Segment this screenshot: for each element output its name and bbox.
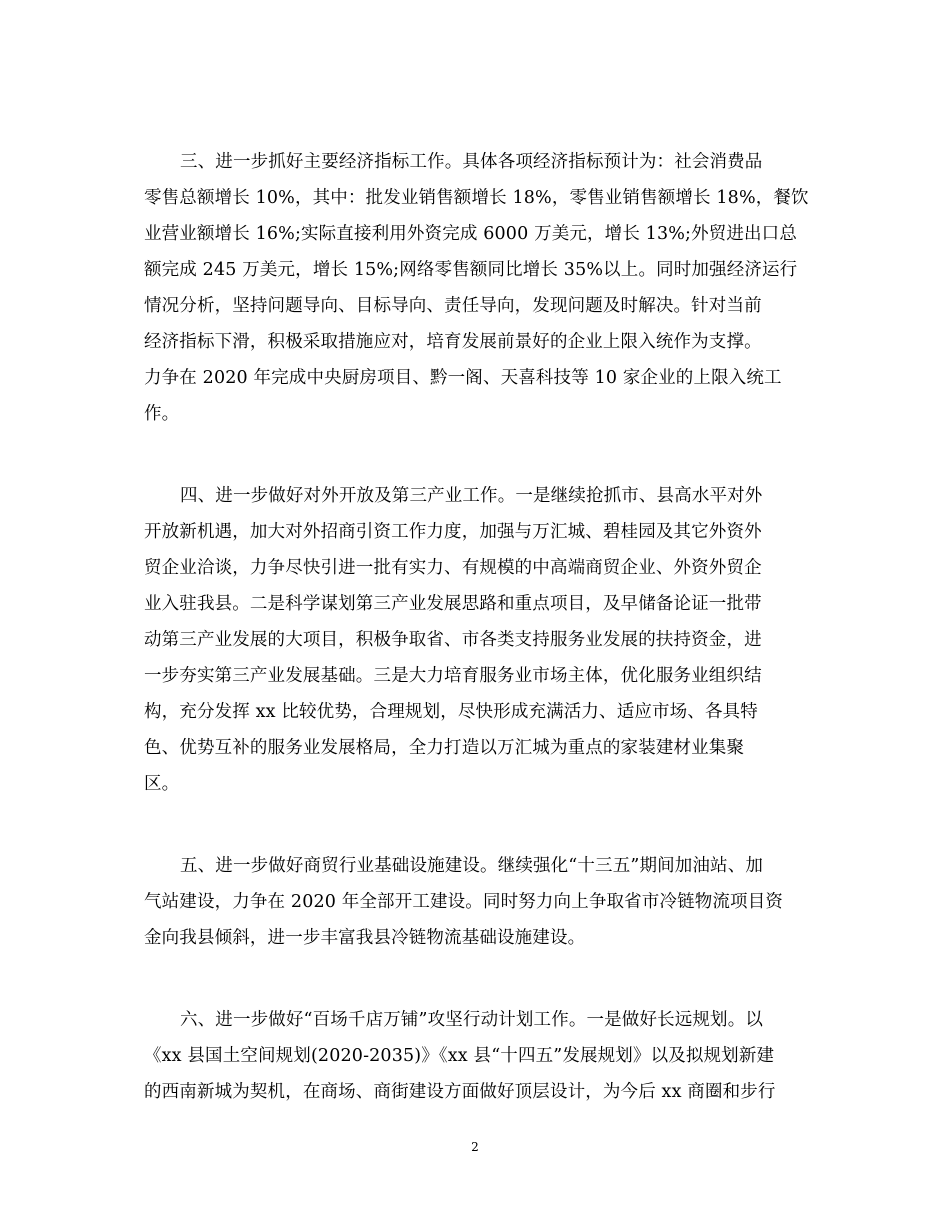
page-number: 2 (471, 1140, 479, 1154)
paragraph-line: 色、优势互补的服务业发展格局，全力打造以万汇城为重点的家装建材业集聚 (144, 738, 745, 758)
paragraph-line: 一步夯实第三产业发展基础。三是大力培育服务业市场主体，优化服务业组织结 (144, 666, 762, 686)
paragraph-line: 业营业额增长 16%;实际直接利用外资完成 6000 万美元，增长 13%;外贸进出口总 (144, 224, 797, 244)
paragraph-line: 的西南新城为契机，在商场、商街建设方面做好顶层设计，为今后 xx 商圈和步行 (144, 1082, 776, 1102)
paragraph-line: 六、进一步做好“百场千店万铺”攻坚行动计划工作。一是做好长远规划。以 (180, 1010, 763, 1030)
paragraph-line: 区。 (144, 774, 180, 794)
paragraph-line: 零售总额增长 10%，其中：批发业销售额增长 18%，零售业销售额增长 18%，餐饮 (144, 188, 809, 208)
paragraph-line: 贸企业洽谈，力争尽快引进一批有实力、有规模的中高端商贸企业、外资外贸企 (144, 558, 762, 578)
paragraph-line: 额完成 245 万美元，增长 15%;网络零售额同比增长 35%以上。同时加强经济运行 (144, 260, 798, 280)
paragraph-line: 气站建设，力争在 2020 年全部开工建设。同时努力向上争取省市冷链物流项目资 (144, 892, 784, 912)
paragraph-line: 金向我县倾斜，进一步丰富我县冷链物流基础设施建设。 (144, 928, 586, 948)
paragraph-line: 《xx 县国土空间规划(2020-2035)》《xx 县“十四五”发展规划》以及拟规划新建 (144, 1046, 775, 1066)
paragraph-line: 力争在 2020 年完成中央厨房项目、黔一阁、天喜科技等 10 家企业的上限入统工 (144, 368, 782, 388)
paragraph-line: 三、进一步抓好主要经济指标工作。具体各项经济指标预计为：社会消费品 (180, 152, 763, 172)
paragraph-line: 作。 (144, 404, 180, 424)
paragraph-line: 五、进一步做好商贸行业基础设施建设。继续强化“十三五”期间加油站、加 (180, 856, 763, 876)
paragraph-line: 业入驻我县。二是科学谋划第三产业发展思路和重点项目，及早储备论证一批带 (144, 594, 762, 614)
paragraph-line: 开放新机遇，加大对外招商引资工作力度，加强与万汇城、碧桂园及其它外资外 (144, 522, 762, 542)
paragraph-line: 情况分析，坚持问题导向、目标导向、责任导向，发现问题及时解决。针对当前 (144, 296, 762, 316)
paragraph-line: 四、进一步做好对外开放及第三产业工作。一是继续抢抓市、县高水平对外 (180, 486, 763, 506)
paragraph-line: 动第三产业发展的大项目，积极争取省、市各类支持服务业发展的扶持资金，进 (144, 630, 762, 650)
paragraph-line: 经济指标下滑，积极采取措施应对，培育发展前景好的企业上限入统作为支撑。 (144, 332, 762, 352)
paragraph-line: 构，充分发挥 xx 比较优势，合理规划，尽快形成充满活力、适应市场、各具特 (144, 702, 758, 722)
